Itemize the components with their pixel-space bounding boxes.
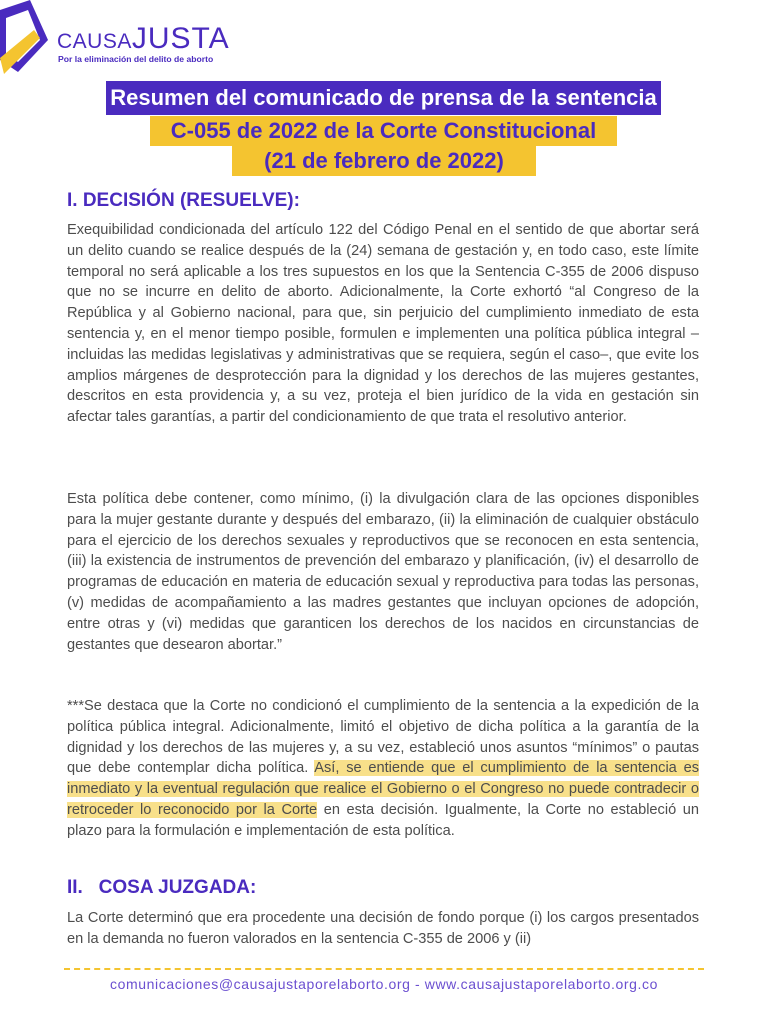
- logo-wordmark: [57, 22, 230, 56]
- paragraph3-text-after: en esta decisión. Igualmente, la Corte no estableció un plazo para la formulación e implementación de esta política.: [67, 801, 699, 839]
- section-heading-decision: I. DECISIÓN (RESUELVE):: [67, 190, 300, 211]
- paragraph3-text-before: ***Se destaca que la Corte no condicionó el cumplimiento de la sentencia a la expedición de la política pública integral. Adicionalmente, limitó el objetivo de dicha política a la garantía de la dignidad y los derechos de las mujeres y, a su vez, estableció unos asuntos “mínimos” o pautas que debe contemplar dicha política.: [67, 698, 699, 777]
- logo-mark-icon: [0, 0, 60, 80]
- causa-justa-logo: [0, 0, 260, 80]
- footer-contact: comunicaciones@causajustaporelaborto.org - www.causajustaporelaborto.org.co: [110, 976, 658, 992]
- logo-tagline: Por la eliminación del delito de aborto: [58, 54, 214, 64]
- cosa-juzgada-paragraph-1: La Corte determinó que era procedente una decisión de fondo porque (i) los cargos presentados en la demanda no fueron valorados en la sentencia C-355 de 2006 y (ii): [67, 910, 699, 947]
- decision-paragraph-1: Exequibilidad condicionada del artículo 122 del Código Penal en el sentido de que abortar será un delito cuando se realice después de la (24) semana de gestación y, en todo caso, este límite temporal no será aplicable a los tres supuestos en los que la Sentencia C-355 de 2006 dispuso que no se incurre en delito de aborto. Adicionalmente, la Corte exhortó “al Congreso de la República y al Gobierno nacional, para que, sin perjuicio del cumplimiento inmediato de esta sentencia y, en el menor tiempo posible, formulen e implementen una política pública integral –incluidas las medidas legislativas y administrativas que se requiera, según el caso–, que evite los amplios márgenes de desprotección para la dignidad y los derechos de las mujeres gestantes, descritos en esta providencia y, a su vez, proteja el bien jurídico de la vida en gestación sin afectar tales garantías, a partir del condicionamiento de que trata el resolutivo anterior.: [67, 222, 699, 426]
- decision-paragraph-2: Esta política debe contener, como mínimo, (i) la divulgación clara de las opciones disponibles para la mujer gestante durante y después del embarazo, (ii) la eliminación de cualquier obstáculo para el ejercicio de los derechos sexuales y reproductivos que se reconocen en esta sentencia, (iii) la existencia de instrumentos de prevención del embarazo y planificación, (iv) el desarrollo de programas de educación en materia de educación sexual y reproductiva para todas las personas, (v) medidas de acompañamiento a las madres gestantes que incluyan opciones de adopción, entre otras y (vi) medidas que garanticen los derechos de los nacidos en circunstancias de gestantes que desearon abortar.”: [67, 491, 699, 653]
- footer-divider: [64, 968, 704, 970]
- title-banner-line1: Resumen del comunicado de prensa de la sentencia: [106, 81, 661, 115]
- section-heading-cosa-juzgada: II. COSA JUZGADA:: [67, 877, 257, 898]
- title-banner-line2: C-055 de 2022 de la Corte Constitucional: [150, 116, 617, 146]
- decision-paragraph-3: [67, 696, 699, 842]
- logo-causa: CAUSA: [57, 30, 132, 53]
- logo-justa: JUSTA: [131, 22, 230, 55]
- title-banner-line3: (21 de febrero de 2022): [232, 146, 536, 176]
- paragraph3-highlight: Así, se entiende que el cumplimiento de la sentencia es inmediato y la eventual regulación que realice el Gobierno o el Congreso no puede contradecir o retroceder lo reconocido por la Corte: [67, 760, 699, 818]
